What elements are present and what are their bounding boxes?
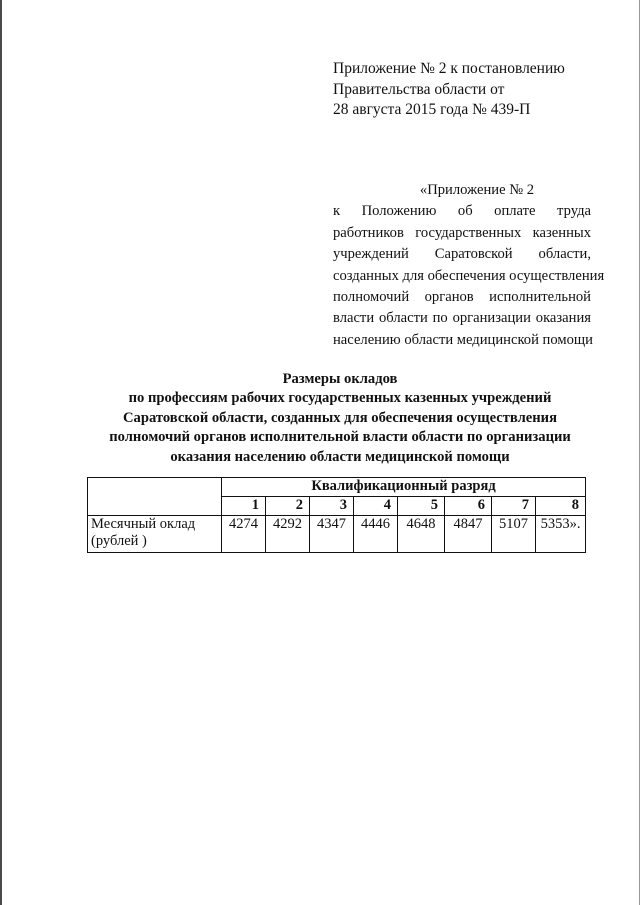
monthly-salary-label: Месячный оклад (рублей )	[88, 516, 222, 553]
grade-number-cell: 2	[266, 497, 310, 516]
salary-table	[87, 477, 586, 553]
grade-number-cell: 3	[310, 497, 354, 516]
regulation-appendix-line: учреждений Саратовской области,	[333, 246, 591, 263]
document-title	[60, 370, 620, 467]
grade-number-cell: 8	[536, 497, 586, 516]
table-row	[88, 516, 586, 553]
regulation-appendix-line: к Положению об оплате труда	[333, 203, 591, 220]
regulation-appendix-line: работников государственных казенных	[333, 224, 591, 241]
grade-number-cell: 5	[398, 497, 445, 516]
header-appendix-note	[333, 59, 603, 121]
scan-left-edge	[0, 0, 2, 905]
salary-value-cell: 4292	[266, 516, 310, 553]
regulation-appendix-note	[333, 180, 605, 351]
header-appendix-line: Приложение № 2 к постановлению	[333, 60, 565, 77]
title-line: оказания населению области медицинской помощи	[170, 448, 510, 465]
grade-number-cell: 7	[492, 497, 536, 516]
salary-value-cell: 4847	[445, 516, 492, 553]
empty-corner-cell	[88, 478, 222, 516]
grade-number-cell: 6	[445, 497, 492, 516]
header-appendix-line: Правительства области от	[333, 80, 505, 98]
salary-value-cell: 4274	[222, 516, 266, 553]
regulation-appendix-line: созданных для обеспечения осуществления	[333, 267, 605, 284]
title-line: по профессиям рабочих государственных казенных учреждений	[128, 390, 552, 407]
title-line: Размеры окладов	[282, 371, 398, 387]
salary-value-cell: 4446	[354, 516, 398, 553]
header-appendix-line: 28 августа 2015 года № 439-П	[333, 101, 531, 118]
regulation-appendix-line: полномочий органов исполнительной	[333, 289, 591, 306]
regulation-appendix-line: власти области по организации оказания	[333, 310, 591, 327]
salary-value-cell: 5353».	[536, 516, 586, 553]
grade-number-cell: 1	[222, 497, 266, 516]
title-line: полномочий органов исполнительной власти области по организации	[109, 429, 571, 446]
regulation-appendix-line: населению области медицинской помощи	[333, 331, 593, 348]
grade-number-cell: 4	[354, 497, 398, 516]
regulation-appendix-line: «Приложение № 2	[419, 182, 535, 198]
qualification-grade-header: Квалификационный разряд	[222, 478, 586, 497]
salary-value-cell: 4648	[398, 516, 445, 553]
salary-value-cell: 4347	[310, 516, 354, 553]
title-line: Саратовской области, созданных для обеспечения осуществления	[123, 409, 557, 426]
salary-value-cell: 5107	[492, 516, 536, 553]
table-header-row	[88, 478, 586, 497]
